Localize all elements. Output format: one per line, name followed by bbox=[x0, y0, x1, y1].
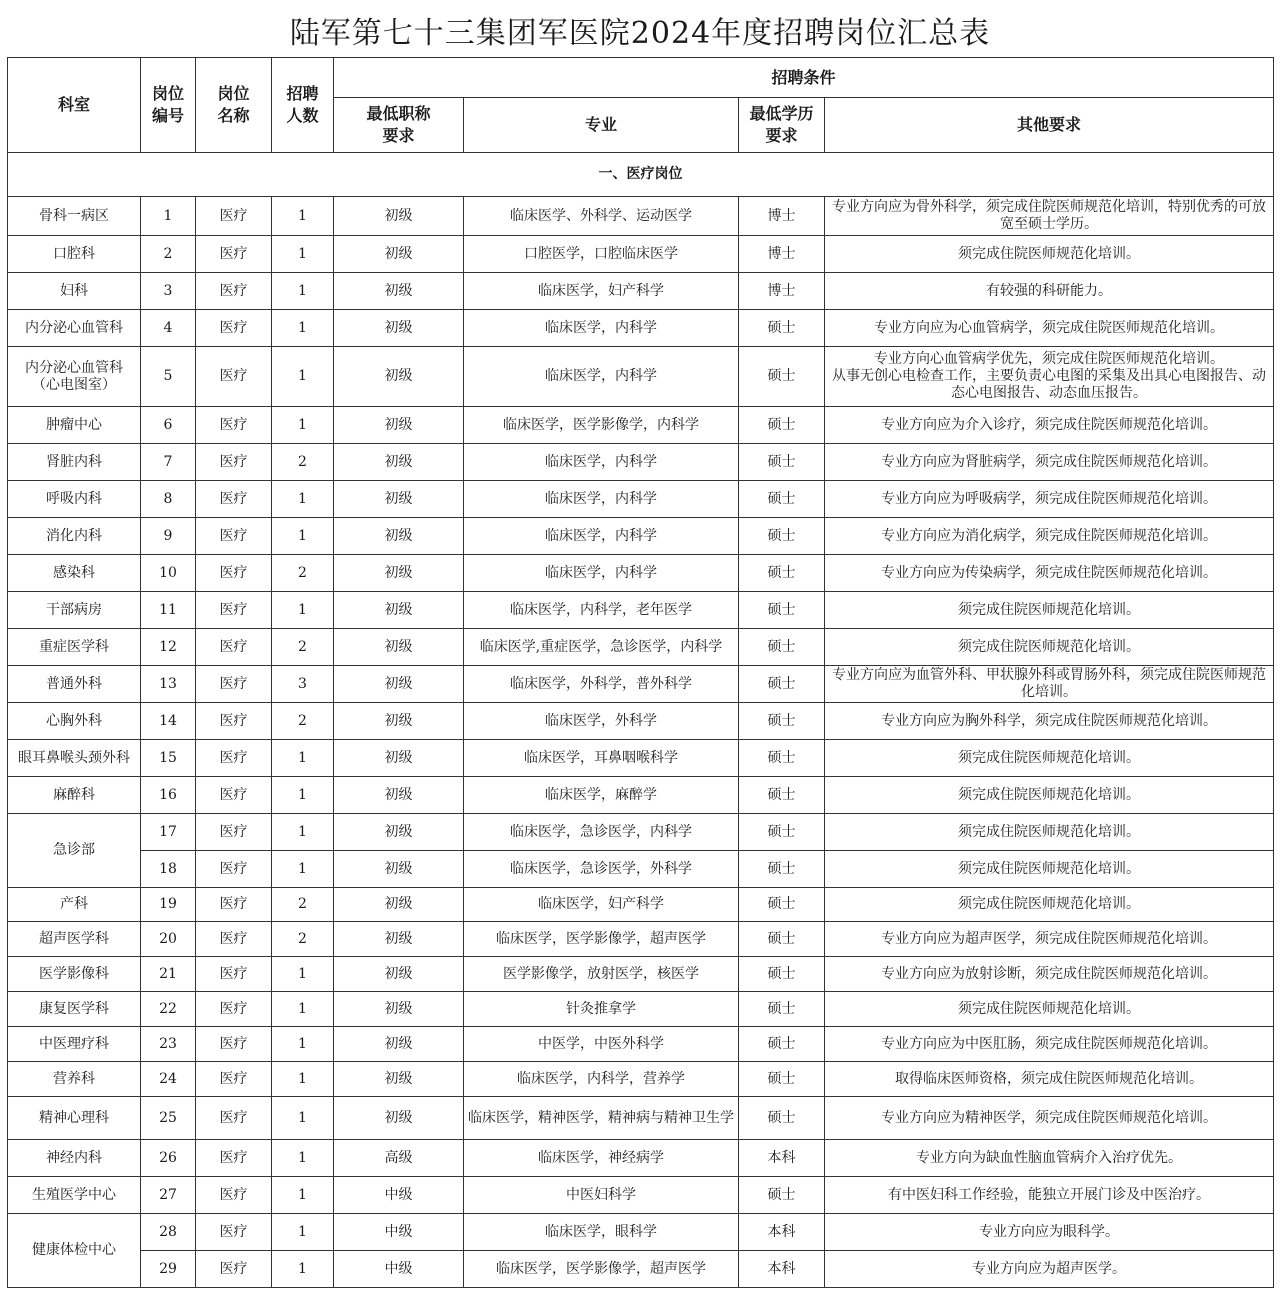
code-cell: 28 bbox=[141, 1214, 196, 1251]
other-cell: 有中医妇科工作经验，能独立开展门诊及中医治疗。 bbox=[825, 1177, 1274, 1214]
other-cell: 专业方向应为骨外科学，须完成住院医师规范化培训，特别优秀的可放宽至硕士学历。 bbox=[825, 197, 1274, 236]
level-cell: 初级 bbox=[334, 555, 464, 592]
level-cell: 初级 bbox=[334, 347, 464, 407]
major-cell: 临床医学，内科学，营养学 bbox=[464, 1062, 739, 1097]
table-row bbox=[8, 814, 1274, 851]
major-cell: 临床医学，急诊医学，外科学 bbox=[464, 851, 739, 888]
count-cell: 1 bbox=[272, 1140, 334, 1177]
edu-cell: 博士 bbox=[739, 273, 825, 310]
header-code: 岗位 编号 bbox=[141, 58, 196, 153]
section-row bbox=[8, 153, 1274, 197]
name-cell: 医疗 bbox=[196, 592, 272, 629]
table-row bbox=[8, 1027, 1274, 1062]
major-cell: 临床医学,重症医学，急诊医学，内科学 bbox=[464, 629, 739, 666]
other-cell: 专业方向应为中医肛肠，须完成住院医师规范化培训。 bbox=[825, 1027, 1274, 1062]
header-name: 岗位 名称 bbox=[196, 58, 272, 153]
other-cell: 有较强的科研能力。 bbox=[825, 273, 1274, 310]
edu-cell: 本科 bbox=[739, 1140, 825, 1177]
name-cell: 医疗 bbox=[196, 740, 272, 777]
other-cell: 专业方向应为血管外科、甲状腺外科或胃肠外科，须完成住院医师规范化培训。 bbox=[825, 666, 1274, 703]
name-cell: 医疗 bbox=[196, 703, 272, 740]
dept-cell: 神经内科 bbox=[8, 1140, 141, 1177]
name-cell: 医疗 bbox=[196, 444, 272, 481]
table-row bbox=[8, 236, 1274, 273]
dept-cell: 肿瘤中心 bbox=[8, 407, 141, 444]
other-cell: 须完成住院医师规范化培训。 bbox=[825, 851, 1274, 888]
level-cell: 中级 bbox=[334, 1177, 464, 1214]
dept-cell: 急诊部 bbox=[8, 814, 141, 888]
count-cell: 1 bbox=[272, 197, 334, 236]
dept-cell: 感染科 bbox=[8, 555, 141, 592]
code-cell: 22 bbox=[141, 992, 196, 1027]
name-cell: 医疗 bbox=[196, 1027, 272, 1062]
count-cell: 1 bbox=[272, 1214, 334, 1251]
dept-cell: 生殖医学中心 bbox=[8, 1177, 141, 1214]
major-cell: 临床医学，妇产科学 bbox=[464, 888, 739, 922]
count-cell: 1 bbox=[272, 310, 334, 347]
edu-cell: 本科 bbox=[739, 1251, 825, 1288]
level-cell: 初级 bbox=[334, 957, 464, 992]
major-cell: 临床医学，耳鼻咽喉科学 bbox=[464, 740, 739, 777]
name-cell: 医疗 bbox=[196, 666, 272, 703]
name-cell: 医疗 bbox=[196, 407, 272, 444]
dept-cell: 内分泌心血管科 （心电图室） bbox=[8, 347, 141, 407]
code-cell: 9 bbox=[141, 518, 196, 555]
dept-cell: 精神心理科 bbox=[8, 1097, 141, 1140]
major-cell: 临床医学，眼科学 bbox=[464, 1214, 739, 1251]
name-cell: 医疗 bbox=[196, 957, 272, 992]
other-cell: 取得临床医师资格，须完成住院医师规范化培训。 bbox=[825, 1062, 1274, 1097]
major-cell: 临床医学，医学影像学，超声医学 bbox=[464, 922, 739, 957]
table-row bbox=[8, 957, 1274, 992]
major-cell: 临床医学，内科学 bbox=[464, 347, 739, 407]
table-row bbox=[8, 518, 1274, 555]
edu-cell: 硕士 bbox=[739, 1097, 825, 1140]
other-cell: 专业方向为缺血性脑血管病介入治疗优先。 bbox=[825, 1140, 1274, 1177]
dept-cell: 产科 bbox=[8, 888, 141, 922]
count-cell: 1 bbox=[272, 407, 334, 444]
table-row bbox=[8, 703, 1274, 740]
edu-cell: 硕士 bbox=[739, 1177, 825, 1214]
code-cell: 13 bbox=[141, 666, 196, 703]
edu-cell: 硕士 bbox=[739, 666, 825, 703]
table-row bbox=[8, 1177, 1274, 1214]
level-cell: 高级 bbox=[334, 1140, 464, 1177]
major-cell: 临床医学，神经病学 bbox=[464, 1140, 739, 1177]
dept-cell: 内分泌心血管科 bbox=[8, 310, 141, 347]
level-cell: 初级 bbox=[334, 481, 464, 518]
name-cell: 医疗 bbox=[196, 1251, 272, 1288]
table-row bbox=[8, 1097, 1274, 1140]
major-cell: 临床医学、外科学、运动医学 bbox=[464, 197, 739, 236]
major-cell: 临床医学，麻醉学 bbox=[464, 777, 739, 814]
count-cell: 2 bbox=[272, 555, 334, 592]
name-cell: 医疗 bbox=[196, 814, 272, 851]
edu-cell: 硕士 bbox=[739, 629, 825, 666]
code-cell: 19 bbox=[141, 888, 196, 922]
dept-cell: 眼耳鼻喉头颈外科 bbox=[8, 740, 141, 777]
count-cell: 2 bbox=[272, 444, 334, 481]
table-row bbox=[8, 444, 1274, 481]
table-row bbox=[8, 407, 1274, 444]
table-row bbox=[8, 273, 1274, 310]
recruitment-table bbox=[7, 57, 1274, 1288]
code-cell: 24 bbox=[141, 1062, 196, 1097]
count-cell: 2 bbox=[272, 888, 334, 922]
name-cell: 医疗 bbox=[196, 518, 272, 555]
table-row bbox=[8, 481, 1274, 518]
dept-cell: 干部病房 bbox=[8, 592, 141, 629]
count-cell: 1 bbox=[272, 518, 334, 555]
level-cell: 初级 bbox=[334, 992, 464, 1027]
name-cell: 医疗 bbox=[196, 1140, 272, 1177]
dept-cell: 重症医学科 bbox=[8, 629, 141, 666]
count-cell: 1 bbox=[272, 814, 334, 851]
code-cell: 27 bbox=[141, 1177, 196, 1214]
table-row bbox=[8, 592, 1274, 629]
dept-cell: 健康体检中心 bbox=[8, 1214, 141, 1288]
dept-cell: 妇科 bbox=[8, 273, 141, 310]
table-row bbox=[8, 851, 1274, 888]
other-cell: 专业方向心血管病学优先，须完成住院医师规范化培训。 从事无创心电检查工作，主要负责心电图的采集及出具心电图报告、动态心电图报告、动态血压报告。 bbox=[825, 347, 1274, 407]
level-cell: 初级 bbox=[334, 814, 464, 851]
level-cell: 初级 bbox=[334, 1097, 464, 1140]
header-conditions: 招聘条件 bbox=[334, 58, 1274, 98]
level-cell: 初级 bbox=[334, 197, 464, 236]
count-cell: 2 bbox=[272, 922, 334, 957]
count-cell: 1 bbox=[272, 1097, 334, 1140]
other-cell: 专业方向应为眼科学。 bbox=[825, 1214, 1274, 1251]
major-cell: 临床医学，急诊医学，内科学 bbox=[464, 814, 739, 851]
name-cell: 医疗 bbox=[196, 1097, 272, 1140]
major-cell: 临床医学，内科学，老年医学 bbox=[464, 592, 739, 629]
name-cell: 医疗 bbox=[196, 922, 272, 957]
table-row bbox=[8, 888, 1274, 922]
code-cell: 16 bbox=[141, 777, 196, 814]
dept-cell: 口腔科 bbox=[8, 236, 141, 273]
code-cell: 6 bbox=[141, 407, 196, 444]
count-cell: 2 bbox=[272, 629, 334, 666]
table-row bbox=[8, 740, 1274, 777]
count-cell: 1 bbox=[272, 777, 334, 814]
page-title: 陆军第七十三集团军医院2024年度招聘岗位汇总表 bbox=[289, 16, 991, 51]
table-row bbox=[8, 1251, 1274, 1288]
code-cell: 8 bbox=[141, 481, 196, 518]
code-cell: 5 bbox=[141, 347, 196, 407]
dept-cell: 营养科 bbox=[8, 1062, 141, 1097]
count-cell: 1 bbox=[272, 992, 334, 1027]
other-cell: 须完成住院医师规范化培训。 bbox=[825, 740, 1274, 777]
major-cell: 临床医学，内科学 bbox=[464, 481, 739, 518]
other-cell: 须完成住院医师规范化培训。 bbox=[825, 629, 1274, 666]
name-cell: 医疗 bbox=[196, 888, 272, 922]
major-cell: 中医学，中医外科学 bbox=[464, 1027, 739, 1062]
dept-cell: 超声医学科 bbox=[8, 922, 141, 957]
other-cell: 专业方向应为介入诊疗，须完成住院医师规范化培训。 bbox=[825, 407, 1274, 444]
other-cell: 专业方向应为超声医学，须完成住院医师规范化培训。 bbox=[825, 922, 1274, 957]
edu-cell: 硕士 bbox=[739, 703, 825, 740]
count-cell: 1 bbox=[272, 1177, 334, 1214]
other-cell: 专业方向应为超声医学。 bbox=[825, 1251, 1274, 1288]
name-cell: 医疗 bbox=[196, 1062, 272, 1097]
header-dept: 科室 bbox=[8, 58, 141, 153]
header-title-req: 最低职称 要求 bbox=[334, 98, 464, 153]
other-cell: 须完成住院医师规范化培训。 bbox=[825, 592, 1274, 629]
table-row bbox=[8, 992, 1274, 1027]
name-cell: 医疗 bbox=[196, 992, 272, 1027]
major-cell: 临床医学，内科学 bbox=[464, 555, 739, 592]
count-cell: 3 bbox=[272, 666, 334, 703]
edu-cell: 硕士 bbox=[739, 555, 825, 592]
header-edu: 最低学历 要求 bbox=[739, 98, 825, 153]
name-cell: 医疗 bbox=[196, 347, 272, 407]
table-row bbox=[8, 922, 1274, 957]
count-cell: 1 bbox=[272, 957, 334, 992]
header-count: 招聘 人数 bbox=[272, 58, 334, 153]
code-cell: 15 bbox=[141, 740, 196, 777]
level-cell: 初级 bbox=[334, 273, 464, 310]
edu-cell: 硕士 bbox=[739, 444, 825, 481]
code-cell: 20 bbox=[141, 922, 196, 957]
major-cell: 临床医学，精神医学，精神病与精神卫生学 bbox=[464, 1097, 739, 1140]
dept-cell: 肾脏内科 bbox=[8, 444, 141, 481]
edu-cell: 硕士 bbox=[739, 518, 825, 555]
edu-cell: 硕士 bbox=[739, 407, 825, 444]
edu-cell: 硕士 bbox=[739, 922, 825, 957]
name-cell: 医疗 bbox=[196, 777, 272, 814]
code-cell: 25 bbox=[141, 1097, 196, 1140]
code-cell: 21 bbox=[141, 957, 196, 992]
header-other: 其他要求 bbox=[825, 98, 1274, 153]
edu-cell: 硕士 bbox=[739, 310, 825, 347]
level-cell: 初级 bbox=[334, 703, 464, 740]
dept-cell: 中医理疗科 bbox=[8, 1027, 141, 1062]
edu-cell: 硕士 bbox=[739, 851, 825, 888]
name-cell: 医疗 bbox=[196, 236, 272, 273]
name-cell: 医疗 bbox=[196, 851, 272, 888]
level-cell: 初级 bbox=[334, 922, 464, 957]
count-cell: 1 bbox=[272, 481, 334, 518]
major-cell: 临床医学，外科学 bbox=[464, 703, 739, 740]
level-cell: 初级 bbox=[334, 444, 464, 481]
code-cell: 14 bbox=[141, 703, 196, 740]
other-cell: 专业方向应为呼吸病学，须完成住院医师规范化培训。 bbox=[825, 481, 1274, 518]
name-cell: 医疗 bbox=[196, 273, 272, 310]
other-cell: 须完成住院医师规范化培训。 bbox=[825, 888, 1274, 922]
code-cell: 11 bbox=[141, 592, 196, 629]
edu-cell: 博士 bbox=[739, 197, 825, 236]
edu-cell: 本科 bbox=[739, 1214, 825, 1251]
dept-cell: 呼吸内科 bbox=[8, 481, 141, 518]
code-cell: 18 bbox=[141, 851, 196, 888]
dept-cell: 消化内科 bbox=[8, 518, 141, 555]
level-cell: 初级 bbox=[334, 1062, 464, 1097]
level-cell: 初级 bbox=[334, 777, 464, 814]
dept-cell: 骨科一病区 bbox=[8, 197, 141, 236]
table-row bbox=[8, 347, 1274, 407]
edu-cell: 硕士 bbox=[739, 481, 825, 518]
other-cell: 须完成住院医师规范化培训。 bbox=[825, 236, 1274, 273]
table-row bbox=[8, 666, 1274, 703]
count-cell: 1 bbox=[272, 347, 334, 407]
name-cell: 医疗 bbox=[196, 1177, 272, 1214]
other-cell: 专业方向应为消化病学，须完成住院医师规范化培训。 bbox=[825, 518, 1274, 555]
code-cell: 26 bbox=[141, 1140, 196, 1177]
code-cell: 17 bbox=[141, 814, 196, 851]
other-cell: 专业方向应为放射诊断，须完成住院医师规范化培训。 bbox=[825, 957, 1274, 992]
level-cell: 初级 bbox=[334, 407, 464, 444]
name-cell: 医疗 bbox=[196, 197, 272, 236]
count-cell: 2 bbox=[272, 703, 334, 740]
other-cell: 专业方向应为传染病学，须完成住院医师规范化培训。 bbox=[825, 555, 1274, 592]
count-cell: 1 bbox=[272, 740, 334, 777]
level-cell: 初级 bbox=[334, 666, 464, 703]
level-cell: 中级 bbox=[334, 1214, 464, 1251]
edu-cell: 硕士 bbox=[739, 1062, 825, 1097]
edu-cell: 博士 bbox=[739, 236, 825, 273]
level-cell: 初级 bbox=[334, 740, 464, 777]
code-cell: 2 bbox=[141, 236, 196, 273]
other-cell: 须完成住院医师规范化培训。 bbox=[825, 814, 1274, 851]
edu-cell: 硕士 bbox=[739, 777, 825, 814]
name-cell: 医疗 bbox=[196, 629, 272, 666]
name-cell: 医疗 bbox=[196, 481, 272, 518]
major-cell: 临床医学，医学影像学，内科学 bbox=[464, 407, 739, 444]
name-cell: 医疗 bbox=[196, 310, 272, 347]
dept-cell: 麻醉科 bbox=[8, 777, 141, 814]
dept-cell: 心胸外科 bbox=[8, 703, 141, 740]
count-cell: 1 bbox=[272, 851, 334, 888]
other-cell: 专业方向应为心血管病学，须完成住院医师规范化培训。 bbox=[825, 310, 1274, 347]
count-cell: 1 bbox=[272, 1251, 334, 1288]
code-cell: 1 bbox=[141, 197, 196, 236]
table-row bbox=[8, 629, 1274, 666]
level-cell: 初级 bbox=[334, 851, 464, 888]
dept-cell: 康复医学科 bbox=[8, 992, 141, 1027]
level-cell: 初级 bbox=[334, 1027, 464, 1062]
name-cell: 医疗 bbox=[196, 1214, 272, 1251]
code-cell: 4 bbox=[141, 310, 196, 347]
level-cell: 初级 bbox=[334, 629, 464, 666]
other-cell: 专业方向应为精神医学，须完成住院医师规范化培训。 bbox=[825, 1097, 1274, 1140]
table-row bbox=[8, 777, 1274, 814]
level-cell: 中级 bbox=[334, 1251, 464, 1288]
edu-cell: 硕士 bbox=[739, 1027, 825, 1062]
edu-cell: 硕士 bbox=[739, 957, 825, 992]
count-cell: 1 bbox=[272, 236, 334, 273]
major-cell: 医学影像学，放射医学，核医学 bbox=[464, 957, 739, 992]
major-cell: 口腔医学，口腔临床医学 bbox=[464, 236, 739, 273]
edu-cell: 硕士 bbox=[739, 740, 825, 777]
level-cell: 初级 bbox=[334, 518, 464, 555]
count-cell: 1 bbox=[272, 1062, 334, 1097]
edu-cell: 硕士 bbox=[739, 814, 825, 851]
dept-cell: 医学影像科 bbox=[8, 957, 141, 992]
code-cell: 10 bbox=[141, 555, 196, 592]
other-cell: 专业方向应为肾脏病学，须完成住院医师规范化培训。 bbox=[825, 444, 1274, 481]
other-cell: 须完成住院医师规范化培训。 bbox=[825, 777, 1274, 814]
major-cell: 针灸推拿学 bbox=[464, 992, 739, 1027]
level-cell: 初级 bbox=[334, 310, 464, 347]
major-cell: 临床医学，外科学，普外科学 bbox=[464, 666, 739, 703]
edu-cell: 硕士 bbox=[739, 347, 825, 407]
code-cell: 23 bbox=[141, 1027, 196, 1062]
edu-cell: 硕士 bbox=[739, 888, 825, 922]
table-row bbox=[8, 1214, 1274, 1251]
count-cell: 1 bbox=[272, 1027, 334, 1062]
major-cell: 临床医学，妇产科学 bbox=[464, 273, 739, 310]
header-major: 专业 bbox=[464, 98, 739, 153]
table-row bbox=[8, 1062, 1274, 1097]
other-cell: 须完成住院医师规范化培训。 bbox=[825, 992, 1274, 1027]
table-row bbox=[8, 197, 1274, 236]
major-cell: 临床医学，内科学 bbox=[464, 310, 739, 347]
section-title: 一、医疗岗位 bbox=[8, 153, 1274, 197]
code-cell: 7 bbox=[141, 444, 196, 481]
major-cell: 中医妇科学 bbox=[464, 1177, 739, 1214]
code-cell: 29 bbox=[141, 1251, 196, 1288]
other-cell: 专业方向应为胸外科学，须完成住院医师规范化培训。 bbox=[825, 703, 1274, 740]
edu-cell: 硕士 bbox=[739, 592, 825, 629]
code-cell: 3 bbox=[141, 273, 196, 310]
table-row bbox=[8, 310, 1274, 347]
table-row bbox=[8, 555, 1274, 592]
major-cell: 临床医学，医学影像学，超声医学 bbox=[464, 1251, 739, 1288]
name-cell: 医疗 bbox=[196, 555, 272, 592]
header-row-1 bbox=[8, 58, 1274, 98]
code-cell: 12 bbox=[141, 629, 196, 666]
major-cell: 临床医学，内科学 bbox=[464, 444, 739, 481]
level-cell: 初级 bbox=[334, 888, 464, 922]
edu-cell: 硕士 bbox=[739, 992, 825, 1027]
level-cell: 初级 bbox=[334, 236, 464, 273]
dept-cell: 普通外科 bbox=[8, 666, 141, 703]
count-cell: 1 bbox=[272, 592, 334, 629]
major-cell: 临床医学，内科学 bbox=[464, 518, 739, 555]
count-cell: 1 bbox=[272, 273, 334, 310]
level-cell: 初级 bbox=[334, 592, 464, 629]
table-row bbox=[8, 1140, 1274, 1177]
